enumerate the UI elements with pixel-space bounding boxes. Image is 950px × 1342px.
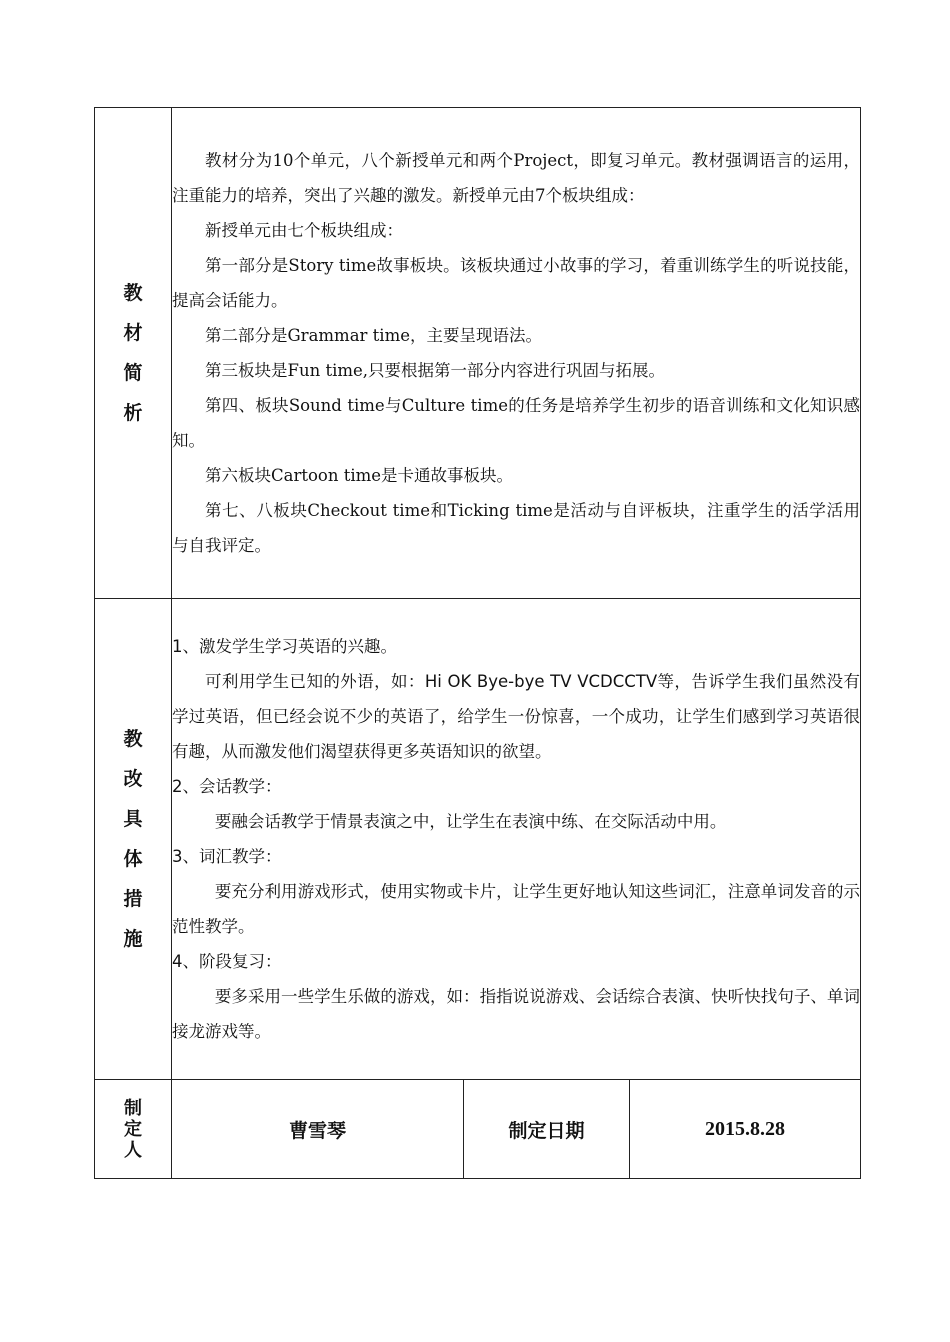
date-value: 2015.8.28 — [630, 1080, 861, 1179]
textbook-analysis-label: 教 材 简 析 — [95, 108, 172, 599]
reform-measures-row — [95, 599, 861, 1080]
item-title: 3、词汇教学： — [172, 847, 282, 866]
paragraph: 教材分为10个单元，八个新授单元和两个Project，即复习单元。教材强调语言的运用，注重能力的培养，突出了兴趣的激发。新授单元由7个板块组成： — [172, 151, 861, 205]
date-label: 制定日期 — [464, 1080, 630, 1179]
item-body: 要充分利用游戏形式，使用实物或卡片，让学生更好地认知这些词汇，注意单词发音的示范性教学。 — [172, 882, 861, 936]
item-title: 2、会话教学： — [172, 777, 282, 796]
maker-name: 曹雪琴 — [172, 1080, 464, 1179]
item-title: 1、激发学生学习英语的兴趣。 — [172, 637, 397, 656]
paragraph: 第一部分是Story time故事板块。该板块通过小故事的学习，着重训练学生的听说技能，提高会话能力。 — [172, 256, 861, 310]
item-title: 4、阶段复习： — [172, 952, 282, 971]
item-body: 要融会话教学于情景表演之中，让学生在表演中练、在交际活动中用。 — [214, 812, 727, 831]
paragraph: 第七、八板块Checkout time和Ticking time是活动与自评板块，注重学生的活学活用与自我评定。 — [172, 501, 861, 555]
textbook-analysis-row — [95, 108, 861, 599]
paragraph: 第二部分是Grammar time，主要呈现语法。 — [205, 326, 542, 345]
reform-measures-content — [172, 599, 861, 1080]
reform-measures-label: 教 改 具 体 措 施 — [95, 599, 172, 1080]
paragraph: 第四、板块Sound time与Culture time的任务是培养学生初步的语音训练和文化知识感知。 — [172, 396, 861, 450]
maker-label: 制 定 人 — [95, 1080, 172, 1179]
item-body: 可利用学生已知的外语，如：Hi OK Bye-bye TV VCDCCTV等，告诉学生我们虽然没有学过英语，但已经会说不少的英语了，给学生一份惊喜，一个成功，让学生们感到学习英语很有趣，从而激发他们渴望获得更多英语知识的欲望。 — [172, 672, 861, 761]
plan-table — [94, 107, 861, 1179]
paragraph: 第六板块Cartoon time是卡通故事板块。 — [205, 466, 514, 485]
paragraph: 第三板块是Fun time,只要根据第一部分内容进行巩固与拓展。 — [205, 361, 666, 380]
footer-row — [95, 1080, 861, 1179]
item-body: 要多采用一些学生乐做的游戏，如：指指说说游戏、会话综合表演、快听快找句子、单词接龙游戏等。 — [172, 987, 861, 1041]
textbook-analysis-content — [172, 108, 861, 599]
paragraph: 新授单元由七个板块组成： — [205, 221, 403, 240]
